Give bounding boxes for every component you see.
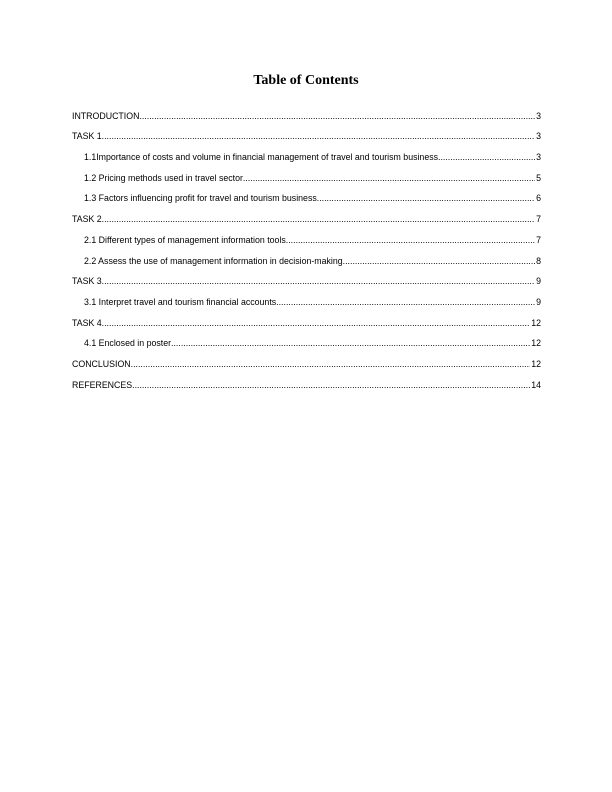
toc-entry-page-number: 3	[536, 131, 541, 142]
toc-entry-page-number: 14	[531, 379, 541, 390]
toc-entry-label: TASK 1	[72, 131, 102, 142]
dot-leader	[438, 151, 535, 163]
toc-entry-1-3[interactable]	[72, 184, 541, 205]
toc-entry-label: INTRODUCTION	[72, 110, 140, 121]
dot-leader	[131, 358, 531, 370]
toc-entry-page-number: 3	[536, 152, 541, 163]
toc-entry-label: 2.1 Different types of management information tools	[84, 234, 286, 245]
toc-entry-2-1[interactable]	[72, 225, 541, 246]
toc-entry-label: TASK 4	[72, 317, 102, 328]
dot-leader	[139, 110, 535, 122]
dot-leader	[171, 337, 530, 349]
toc-entry-page-number: 12	[531, 338, 541, 349]
toc-entry-page-number: 12	[531, 358, 541, 369]
toc-entry-page-number: 8	[536, 255, 541, 266]
toc-entry-page-number: 9	[536, 276, 541, 287]
toc-entry-references[interactable]	[72, 370, 541, 391]
toc-entry-4-1[interactable]	[72, 329, 541, 350]
table-of-contents	[72, 101, 541, 391]
toc-entry-3-1[interactable]	[72, 287, 541, 308]
dot-leader	[343, 255, 535, 267]
toc-entry-task-2[interactable]	[72, 204, 541, 225]
toc-entry-label: 4.1 Enclosed in poster	[84, 338, 172, 349]
dot-leader	[317, 192, 535, 204]
toc-entry-label: TASK 2	[72, 214, 102, 225]
toc-entry-page-number: 12	[531, 317, 541, 328]
toc-entry-page-number: 7	[536, 214, 541, 225]
toc-entry-label: TASK 3	[72, 276, 102, 287]
toc-entry-1-1[interactable]	[72, 142, 541, 163]
toc-entry-page-number: 6	[536, 193, 541, 204]
toc-entry-page-number: 7	[536, 234, 541, 245]
toc-title: Table of Contents	[253, 73, 359, 88]
toc-entry-page-number: 9	[536, 296, 541, 307]
dot-leader	[102, 130, 535, 142]
dot-leader	[243, 172, 535, 184]
toc-entry-conclusion[interactable]	[72, 349, 541, 370]
toc-entry-label: 3.1 Interpret travel and tourism financial accounts	[84, 296, 277, 307]
toc-entry-label: 1.1Importance of costs and volume in financial management of travel and tourism business	[84, 152, 439, 163]
dot-leader	[276, 296, 535, 308]
toc-entry-page-number: 5	[536, 172, 541, 183]
toc-entry-label: CONCLUSION	[72, 358, 131, 369]
dot-leader	[286, 234, 535, 246]
toc-entry-introduction[interactable]	[72, 101, 541, 122]
toc-entry-page-number: 3	[536, 110, 541, 121]
dot-leader	[132, 379, 530, 391]
toc-entry-task-4[interactable]	[72, 308, 541, 329]
toc-entry-label: 1.3 Factors influencing profit for travel and tourism business	[84, 193, 317, 204]
toc-entry-2-2[interactable]	[72, 246, 541, 267]
toc-entry-1-2[interactable]	[72, 163, 541, 184]
toc-entry-task-1[interactable]	[72, 122, 541, 143]
toc-entry-label: 1.2 Pricing methods used in travel sector	[84, 172, 243, 183]
toc-entry-label: REFERENCES	[72, 379, 133, 390]
dot-leader	[102, 275, 535, 287]
dot-leader	[102, 317, 531, 329]
toc-entry-label: 2.2 Assess the use of management information in decision-making	[84, 255, 343, 266]
dot-leader	[102, 213, 535, 225]
toc-entry-task-3[interactable]	[72, 267, 541, 288]
